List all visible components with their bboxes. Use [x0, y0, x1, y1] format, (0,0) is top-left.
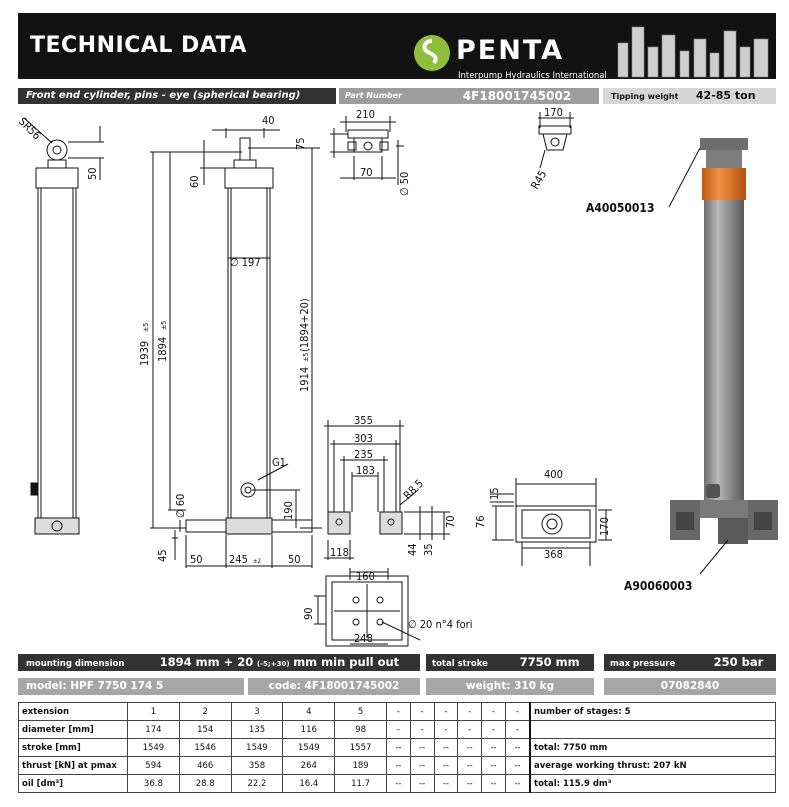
cell: 154 [179, 721, 231, 739]
cell: -- [458, 739, 482, 757]
cell: - [458, 703, 482, 721]
brand-logo-icon [414, 35, 450, 71]
dim-75: 75 [294, 137, 307, 150]
cell: -- [434, 739, 458, 757]
dim-210: 210 [356, 108, 375, 121]
dim-r45: R45 [528, 168, 550, 192]
max-pressure-value: 250 bar [713, 655, 764, 669]
dim-118: 118 [330, 546, 349, 559]
tipping-weight-value: 42-85 ton [695, 89, 756, 102]
dim-400: 400 [544, 468, 563, 481]
row-note: total: 115.9 dm³ [530, 775, 776, 793]
max-pressure-bar [604, 654, 776, 671]
dim-197: ∅ 197 [230, 256, 261, 269]
technical-drawing [0, 104, 789, 650]
dim-76: 76 [474, 515, 487, 528]
dim-60-pin: ∅ 60 [174, 493, 187, 518]
cell: 174 [128, 721, 180, 739]
cell: -- [482, 757, 506, 775]
cell: 116 [283, 721, 335, 739]
ref-top-part: A40050013 [586, 201, 655, 215]
cell: - [434, 721, 458, 739]
tol-245: ±2 [253, 558, 261, 565]
dim-170-base: 170 [598, 517, 611, 536]
ref-bottom-part: A90060003 [624, 579, 693, 593]
table-row [19, 721, 776, 739]
dim-sr56: SR56 [15, 114, 44, 143]
cell: 16.4 [283, 775, 335, 793]
dim-1914: 1914 [298, 366, 311, 392]
mounting-bar [18, 654, 420, 671]
cell: 264 [283, 757, 335, 775]
dim-1939: 1939 [138, 340, 151, 366]
tipping-weight-bar [603, 88, 776, 104]
cylinder-description: Front end cylinder, pins - eye (spherical bearing) [26, 90, 301, 101]
dim-90: 90 [302, 607, 315, 620]
model-bar [18, 678, 244, 695]
dim-60: 60 [188, 175, 201, 188]
cell: -- [482, 775, 506, 793]
dim-303: 303 [354, 432, 373, 445]
dim-160: 160 [356, 570, 375, 583]
cell: - [386, 721, 410, 739]
row-note [530, 721, 776, 739]
cell: 2 [179, 703, 231, 721]
dim-45: 45 [156, 549, 169, 562]
cell: 466 [179, 757, 231, 775]
cell: 28.8 [179, 775, 231, 793]
table-row [19, 739, 776, 757]
mounting-value: 1894 mm + 20 [159, 655, 254, 669]
row-note: total: 7750 mm [530, 739, 776, 757]
part-number-value: 4F18001745002 [435, 88, 599, 104]
cell: 189 [335, 757, 387, 775]
brand-subtitle: Interpump Hydraulics International [458, 71, 607, 81]
row-label: stroke [mm] [19, 739, 128, 757]
mounting-label: mounting dimension [26, 659, 125, 669]
tipping-weight-label: Tipping weight [611, 92, 679, 101]
dim-40: 40 [262, 114, 275, 127]
cell: 4 [283, 703, 335, 721]
dim-35: 35 [422, 543, 435, 556]
row-label: oil [dm³] [19, 775, 128, 793]
model-value: model: HPF 7750 174 5 [26, 680, 164, 692]
cell: 36.8 [128, 775, 180, 793]
part-number-label-bar [339, 88, 435, 104]
total-stroke-label: total stroke [432, 659, 488, 669]
cell: - [386, 703, 410, 721]
tol-1914: ±5 [302, 352, 310, 362]
cell: -- [386, 739, 410, 757]
dim-70-clevis: 70 [444, 515, 457, 528]
total-stroke-value: 7750 mm [519, 655, 580, 669]
cell: - [410, 703, 434, 721]
cell: -- [410, 739, 434, 757]
cell: 594 [128, 757, 180, 775]
row-note: average working thrust: 207 kN [530, 757, 776, 775]
cell: -- [458, 775, 482, 793]
cell: -- [386, 775, 410, 793]
description-bar [18, 88, 336, 104]
cell: -- [458, 757, 482, 775]
brand-name: PENTA [456, 35, 565, 66]
thread-g1: G1 [272, 456, 286, 469]
dim-183: 183 [356, 464, 375, 477]
dim-50-left: 50 [190, 553, 203, 566]
stages-table [18, 702, 776, 793]
cell: - [505, 703, 530, 721]
mounting-tolerance: (-5;+30) [256, 660, 290, 668]
cell: 1557 [335, 739, 387, 757]
cell: -- [505, 775, 530, 793]
weight-value: weight: 310 kg [426, 678, 594, 695]
page-title: TECHNICAL DATA [30, 33, 247, 58]
cell: -- [386, 757, 410, 775]
cell: 1549 [128, 739, 180, 757]
cell: - [410, 721, 434, 739]
cell: 3 [231, 703, 283, 721]
table-row [19, 775, 776, 793]
dim-15: 15 [488, 487, 501, 500]
dim-70: 70 [360, 166, 373, 179]
dim-50-right: 50 [288, 553, 301, 566]
row-note: number of stages: 5 [530, 703, 776, 721]
cell: - [482, 703, 506, 721]
dim-248: 248 [354, 632, 373, 645]
row-label: diameter [mm] [19, 721, 128, 739]
holes-note: ∅ 20 n°4 fori [408, 618, 473, 631]
cell: 1549 [283, 739, 335, 757]
dim-368: 368 [544, 548, 563, 561]
dim-170: 170 [544, 106, 563, 119]
row-label: extension [19, 703, 128, 721]
part-number-label: Part Number [345, 91, 403, 100]
cell: 358 [231, 757, 283, 775]
total-stroke-bar [426, 654, 594, 671]
eye-bearing [47, 140, 67, 160]
tol-1894: ±5 [160, 320, 168, 330]
cell: -- [482, 739, 506, 757]
cell: - [458, 721, 482, 739]
cylinder-render [670, 138, 778, 544]
cell: -- [434, 757, 458, 775]
dim-1914-detail: (1894+20) [298, 298, 311, 352]
dim-44: 44 [406, 543, 419, 556]
cell: 1549 [231, 739, 283, 757]
cell: - [482, 721, 506, 739]
max-pressure-label: max pressure [610, 659, 676, 669]
cell: -- [505, 739, 530, 757]
dim-190: 190 [282, 501, 295, 520]
header-banner [18, 13, 776, 79]
cell: - [505, 721, 530, 739]
reference-code: 07082840 [604, 678, 776, 695]
cylinders-photo [612, 17, 776, 79]
cell: 135 [231, 721, 283, 739]
cell: 1546 [179, 739, 231, 757]
dim-50-top: 50 [86, 167, 99, 180]
dim-50-pin: ∅ 50 [398, 171, 411, 196]
dim-r85: R8.5 [400, 476, 427, 503]
tol-1939: ±5 [142, 322, 150, 332]
cell: 22.2 [231, 775, 283, 793]
row-label: thrust [kN] at pmax [19, 757, 128, 775]
dim-1894: 1894 [156, 336, 169, 362]
dim-245: 245 [229, 553, 248, 566]
cell: -- [410, 775, 434, 793]
dim-355: 355 [354, 414, 373, 427]
code-value: code: 4F18001745002 [248, 678, 420, 695]
mounting-suffix: mm min pull out [293, 655, 400, 669]
cell: 98 [335, 721, 387, 739]
cell: 1 [128, 703, 180, 721]
cell: 11.7 [335, 775, 387, 793]
table-row [19, 757, 776, 775]
cell: - [434, 703, 458, 721]
cell: -- [410, 757, 434, 775]
cell: -- [505, 757, 530, 775]
cell: -- [434, 775, 458, 793]
table-row [19, 703, 776, 721]
dim-235: 235 [354, 448, 373, 461]
cell: 5 [335, 703, 387, 721]
